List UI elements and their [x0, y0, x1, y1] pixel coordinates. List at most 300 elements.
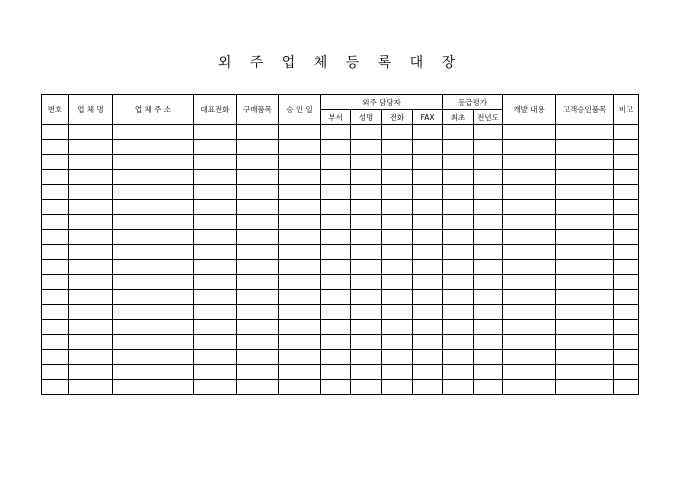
table-cell[interactable]	[556, 380, 614, 395]
table-cell[interactable]	[503, 155, 556, 170]
table-cell[interactable]	[69, 200, 113, 215]
table-cell[interactable]	[443, 155, 474, 170]
table-cell[interactable]	[413, 215, 443, 230]
table-cell[interactable]	[413, 155, 443, 170]
table-row	[42, 230, 639, 245]
table-cell[interactable]	[382, 170, 413, 185]
table-cell[interactable]	[351, 125, 382, 140]
table-cell[interactable]	[556, 365, 614, 380]
table-cell[interactable]	[474, 200, 503, 215]
table-cell[interactable]	[443, 365, 474, 380]
table-cell[interactable]	[556, 125, 614, 140]
table-cell[interactable]	[237, 125, 279, 140]
col-header-grade-first: 최초	[443, 110, 474, 125]
table-cell[interactable]	[321, 320, 351, 335]
table-cell[interactable]	[113, 380, 194, 395]
table-cell[interactable]	[69, 155, 113, 170]
table-cell[interactable]	[443, 320, 474, 335]
table-row	[42, 290, 639, 305]
table-cell[interactable]	[194, 140, 237, 155]
table-cell[interactable]	[42, 290, 69, 305]
table-cell[interactable]	[113, 230, 194, 245]
table-cell[interactable]	[382, 275, 413, 290]
table-cell[interactable]	[279, 335, 321, 350]
table-cell[interactable]	[614, 320, 639, 335]
col-header-phone: 대표전화	[194, 95, 237, 125]
table-cell[interactable]	[279, 200, 321, 215]
table-cell[interactable]	[194, 245, 237, 260]
table-cell[interactable]	[279, 230, 321, 245]
table-row	[42, 335, 639, 350]
table-cell[interactable]	[113, 245, 194, 260]
table-cell[interactable]	[113, 305, 194, 320]
table-cell[interactable]	[279, 305, 321, 320]
table-cell[interactable]	[113, 215, 194, 230]
table-cell[interactable]	[194, 335, 237, 350]
table-cell[interactable]	[321, 290, 351, 305]
table-cell[interactable]	[237, 290, 279, 305]
table-cell[interactable]	[113, 140, 194, 155]
table-cell[interactable]	[556, 170, 614, 185]
table-cell[interactable]	[351, 215, 382, 230]
table-cell[interactable]	[351, 380, 382, 395]
table-cell[interactable]	[237, 140, 279, 155]
table-row	[42, 140, 639, 155]
table-cell[interactable]	[351, 350, 382, 365]
table-cell[interactable]	[413, 365, 443, 380]
table-cell[interactable]	[113, 200, 194, 215]
table-cell[interactable]	[474, 245, 503, 260]
table-cell[interactable]	[279, 365, 321, 380]
table-cell[interactable]	[194, 155, 237, 170]
table-cell[interactable]	[614, 185, 639, 200]
table-cell[interactable]	[237, 365, 279, 380]
table-cell[interactable]	[503, 380, 556, 395]
table-cell[interactable]	[503, 260, 556, 275]
table-cell[interactable]	[413, 335, 443, 350]
table-cell[interactable]	[321, 335, 351, 350]
table-cell[interactable]	[382, 320, 413, 335]
table-cell[interactable]	[556, 230, 614, 245]
table-cell[interactable]	[351, 320, 382, 335]
table-cell[interactable]	[443, 290, 474, 305]
col-header-address: 업 체 주 소	[113, 95, 194, 125]
table-cell[interactable]	[279, 275, 321, 290]
col-header-contact-name: 성명	[351, 110, 382, 125]
table-cell[interactable]	[503, 335, 556, 350]
table-row	[42, 200, 639, 215]
table-cell[interactable]	[113, 260, 194, 275]
table-cell[interactable]	[614, 290, 639, 305]
table-cell[interactable]	[194, 200, 237, 215]
table-cell[interactable]	[42, 245, 69, 260]
table-cell[interactable]	[474, 305, 503, 320]
table-cell[interactable]	[351, 245, 382, 260]
table-cell[interactable]	[443, 230, 474, 245]
table-cell[interactable]	[321, 275, 351, 290]
table-cell[interactable]	[321, 230, 351, 245]
table-cell[interactable]	[474, 215, 503, 230]
table-cell[interactable]	[113, 170, 194, 185]
table-cell[interactable]	[237, 185, 279, 200]
table-cell[interactable]	[382, 125, 413, 140]
table-cell[interactable]	[443, 260, 474, 275]
table-cell[interactable]	[474, 230, 503, 245]
table-cell[interactable]	[413, 185, 443, 200]
table-cell[interactable]	[42, 125, 69, 140]
col-header-grade-prev: 전년도	[474, 110, 503, 125]
header-row-top	[42, 95, 639, 110]
table-cell[interactable]	[503, 305, 556, 320]
table-cell[interactable]	[42, 320, 69, 335]
table-cell[interactable]	[69, 185, 113, 200]
table-row	[42, 185, 639, 200]
table-cell[interactable]	[237, 245, 279, 260]
table-cell[interactable]	[351, 275, 382, 290]
table-cell[interactable]	[69, 305, 113, 320]
table-cell[interactable]	[42, 140, 69, 155]
table-cell[interactable]	[69, 170, 113, 185]
table-cell[interactable]	[279, 170, 321, 185]
col-header-remarks: 비고	[614, 95, 639, 125]
table-cell[interactable]	[69, 125, 113, 140]
table-cell[interactable]	[237, 305, 279, 320]
table-cell[interactable]	[194, 170, 237, 185]
table-cell[interactable]	[321, 245, 351, 260]
table-cell[interactable]	[113, 185, 194, 200]
table-cell[interactable]	[614, 350, 639, 365]
table-row	[42, 155, 639, 170]
table-cell[interactable]	[503, 365, 556, 380]
table-cell[interactable]	[113, 320, 194, 335]
table-cell[interactable]	[474, 140, 503, 155]
table-cell[interactable]	[321, 200, 351, 215]
table-cell[interactable]	[69, 335, 113, 350]
table-cell[interactable]	[351, 260, 382, 275]
table-cell[interactable]	[382, 185, 413, 200]
table-cell[interactable]	[321, 305, 351, 320]
table-cell[interactable]	[443, 140, 474, 155]
table-cell[interactable]	[382, 260, 413, 275]
table-cell[interactable]	[113, 125, 194, 140]
col-header-contact-dept: 부서	[321, 110, 351, 125]
table-cell[interactable]	[443, 170, 474, 185]
table-cell[interactable]	[614, 260, 639, 275]
table-cell[interactable]	[321, 185, 351, 200]
table-cell[interactable]	[556, 290, 614, 305]
table-cell[interactable]	[194, 230, 237, 245]
table-cell[interactable]	[443, 380, 474, 395]
table-cell[interactable]	[382, 245, 413, 260]
table-cell[interactable]	[614, 275, 639, 290]
table-cell[interactable]	[413, 290, 443, 305]
table-cell[interactable]	[194, 260, 237, 275]
table-cell[interactable]	[42, 380, 69, 395]
table-cell[interactable]	[382, 335, 413, 350]
table-cell[interactable]	[69, 350, 113, 365]
table-cell[interactable]	[443, 305, 474, 320]
table-cell[interactable]	[42, 215, 69, 230]
table-cell[interactable]	[321, 155, 351, 170]
table-cell[interactable]	[443, 335, 474, 350]
table-cell[interactable]	[279, 380, 321, 395]
table-cell[interactable]	[474, 380, 503, 395]
table-cell[interactable]	[113, 335, 194, 350]
table-cell[interactable]	[237, 230, 279, 245]
table-cell[interactable]	[69, 380, 113, 395]
table-cell[interactable]	[321, 170, 351, 185]
table-cell[interactable]	[556, 185, 614, 200]
table-cell[interactable]	[413, 125, 443, 140]
table-cell[interactable]	[194, 215, 237, 230]
table-cell[interactable]	[321, 350, 351, 365]
table-cell[interactable]	[474, 170, 503, 185]
table-cell[interactable]	[503, 275, 556, 290]
table-cell[interactable]	[42, 185, 69, 200]
table-cell[interactable]	[443, 200, 474, 215]
table-cell[interactable]	[382, 140, 413, 155]
table-cell[interactable]	[614, 200, 639, 215]
table-cell[interactable]	[351, 200, 382, 215]
table-cell[interactable]	[113, 365, 194, 380]
table-cell[interactable]	[382, 155, 413, 170]
table-row	[42, 275, 639, 290]
table-cell[interactable]	[279, 260, 321, 275]
table-cell[interactable]	[503, 230, 556, 245]
table-cell[interactable]	[413, 350, 443, 365]
table-cell[interactable]	[474, 320, 503, 335]
table-cell[interactable]	[556, 350, 614, 365]
table-cell[interactable]	[279, 290, 321, 305]
table-row	[42, 380, 639, 395]
table-cell[interactable]	[474, 185, 503, 200]
table-cell[interactable]	[382, 230, 413, 245]
table-cell[interactable]	[474, 365, 503, 380]
table-cell[interactable]	[413, 260, 443, 275]
table-cell[interactable]	[194, 350, 237, 365]
table-cell[interactable]	[351, 185, 382, 200]
table-cell[interactable]	[474, 125, 503, 140]
col-header-contact-phone: 전화	[382, 110, 413, 125]
table-cell[interactable]	[321, 140, 351, 155]
table-cell[interactable]	[503, 185, 556, 200]
table-cell[interactable]	[503, 290, 556, 305]
table-cell[interactable]	[556, 245, 614, 260]
table-cell[interactable]	[194, 290, 237, 305]
table-cell[interactable]	[321, 260, 351, 275]
table-cell[interactable]	[556, 305, 614, 320]
table-cell[interactable]	[42, 350, 69, 365]
table-cell[interactable]	[42, 200, 69, 215]
table-cell[interactable]	[351, 230, 382, 245]
table-cell[interactable]	[474, 350, 503, 365]
table-cell[interactable]	[556, 215, 614, 230]
table-cell[interactable]	[351, 155, 382, 170]
table-cell[interactable]	[556, 140, 614, 155]
table-cell[interactable]	[69, 275, 113, 290]
table-cell[interactable]	[237, 260, 279, 275]
col-header-company: 업 체 명	[69, 95, 113, 125]
table-cell[interactable]	[69, 260, 113, 275]
table-cell[interactable]	[614, 245, 639, 260]
table-cell[interactable]	[194, 380, 237, 395]
table-cell[interactable]	[474, 155, 503, 170]
table-cell[interactable]	[351, 290, 382, 305]
table-cell[interactable]	[279, 320, 321, 335]
table-cell[interactable]	[237, 320, 279, 335]
table-cell[interactable]	[413, 320, 443, 335]
table-cell[interactable]	[413, 230, 443, 245]
table-cell[interactable]	[413, 170, 443, 185]
table-cell[interactable]	[194, 320, 237, 335]
table-cell[interactable]	[113, 275, 194, 290]
table-row	[42, 365, 639, 380]
table-cell[interactable]	[413, 245, 443, 260]
table-cell[interactable]	[279, 245, 321, 260]
table-cell[interactable]	[474, 290, 503, 305]
table-cell[interactable]	[503, 170, 556, 185]
table-cell[interactable]	[556, 320, 614, 335]
table-cell[interactable]	[69, 140, 113, 155]
table-cell[interactable]	[42, 365, 69, 380]
table-cell[interactable]	[279, 140, 321, 155]
table-cell[interactable]	[614, 140, 639, 155]
table-cell[interactable]	[413, 200, 443, 215]
table-cell[interactable]	[69, 245, 113, 260]
table-cell[interactable]	[194, 125, 237, 140]
table-cell[interactable]	[113, 350, 194, 365]
table-cell[interactable]	[237, 380, 279, 395]
table-cell[interactable]	[556, 200, 614, 215]
table-cell[interactable]	[614, 125, 639, 140]
table-cell[interactable]	[113, 155, 194, 170]
table-cell[interactable]	[503, 125, 556, 140]
table-cell[interactable]	[382, 365, 413, 380]
table-cell[interactable]	[614, 170, 639, 185]
table-cell[interactable]	[503, 350, 556, 365]
col-header-no: 번호	[42, 95, 69, 125]
col-header-dev-content: 개발 내용	[503, 95, 556, 125]
table-cell[interactable]	[113, 290, 194, 305]
table-cell[interactable]	[321, 380, 351, 395]
table-cell[interactable]	[503, 245, 556, 260]
table-cell[interactable]	[503, 200, 556, 215]
table-cell[interactable]	[42, 230, 69, 245]
table-cell[interactable]	[614, 335, 639, 350]
table-cell[interactable]	[321, 215, 351, 230]
table-cell[interactable]	[279, 125, 321, 140]
table-cell[interactable]	[382, 200, 413, 215]
table-cell[interactable]	[443, 350, 474, 365]
table-cell[interactable]	[413, 140, 443, 155]
table-cell[interactable]	[382, 305, 413, 320]
table-cell[interactable]	[556, 155, 614, 170]
table-cell[interactable]	[413, 275, 443, 290]
table-cell[interactable]	[279, 215, 321, 230]
table-cell[interactable]	[321, 365, 351, 380]
table-cell[interactable]	[556, 335, 614, 350]
table-cell[interactable]	[614, 230, 639, 245]
table-cell[interactable]	[443, 185, 474, 200]
table-cell[interactable]	[69, 290, 113, 305]
table-cell[interactable]	[237, 350, 279, 365]
table-row	[42, 260, 639, 275]
table-cell[interactable]	[237, 170, 279, 185]
table-cell[interactable]	[351, 170, 382, 185]
table-cell[interactable]	[556, 260, 614, 275]
table-cell[interactable]	[503, 320, 556, 335]
table-cell[interactable]	[69, 365, 113, 380]
col-header-items: 구매품목	[237, 95, 279, 125]
table-cell[interactable]	[69, 230, 113, 245]
table-cell[interactable]	[69, 320, 113, 335]
table-cell[interactable]	[351, 305, 382, 320]
table-cell[interactable]	[321, 125, 351, 140]
table-cell[interactable]	[351, 140, 382, 155]
table-cell[interactable]	[382, 350, 413, 365]
table-cell[interactable]	[42, 155, 69, 170]
table-cell[interactable]	[614, 380, 639, 395]
col-header-customer-items: 고객승인품목	[556, 95, 614, 125]
table-cell[interactable]	[382, 380, 413, 395]
table-cell[interactable]	[42, 275, 69, 290]
table-cell[interactable]	[351, 365, 382, 380]
table-cell[interactable]	[474, 260, 503, 275]
col-header-contact-fax: FAX	[413, 110, 443, 125]
table-cell[interactable]	[42, 260, 69, 275]
table-cell[interactable]	[382, 290, 413, 305]
table-cell[interactable]	[351, 335, 382, 350]
table-cell[interactable]	[279, 155, 321, 170]
table-row	[42, 245, 639, 260]
table-cell[interactable]	[443, 215, 474, 230]
table-cell[interactable]	[42, 305, 69, 320]
table-cell[interactable]	[556, 275, 614, 290]
table-cell[interactable]	[194, 365, 237, 380]
table-cell[interactable]	[237, 155, 279, 170]
col-group-contact: 외주 담당자	[321, 95, 443, 110]
table-cell[interactable]	[503, 140, 556, 155]
table-cell[interactable]	[194, 305, 237, 320]
table-cell[interactable]	[503, 215, 556, 230]
table-cell[interactable]	[237, 335, 279, 350]
table-cell[interactable]	[474, 335, 503, 350]
table-cell[interactable]	[237, 275, 279, 290]
table-cell[interactable]	[614, 365, 639, 380]
vendor-register-table	[41, 94, 639, 395]
table-cell[interactable]	[42, 335, 69, 350]
table-cell[interactable]	[413, 380, 443, 395]
table-cell[interactable]	[279, 350, 321, 365]
table-row	[42, 215, 639, 230]
table-cell[interactable]	[42, 170, 69, 185]
table-cell[interactable]	[194, 185, 237, 200]
table-cell[interactable]	[614, 155, 639, 170]
table-cell[interactable]	[194, 275, 237, 290]
table-cell[interactable]	[69, 215, 113, 230]
table-cell[interactable]	[237, 200, 279, 215]
table-cell[interactable]	[279, 185, 321, 200]
table-cell[interactable]	[614, 215, 639, 230]
table-cell[interactable]	[237, 215, 279, 230]
table-cell[interactable]	[443, 275, 474, 290]
table-cell[interactable]	[474, 275, 503, 290]
table-cell[interactable]	[614, 305, 639, 320]
table-cell[interactable]	[382, 215, 413, 230]
table-cell[interactable]	[443, 125, 474, 140]
table-cell[interactable]	[443, 245, 474, 260]
table-cell[interactable]	[413, 305, 443, 320]
